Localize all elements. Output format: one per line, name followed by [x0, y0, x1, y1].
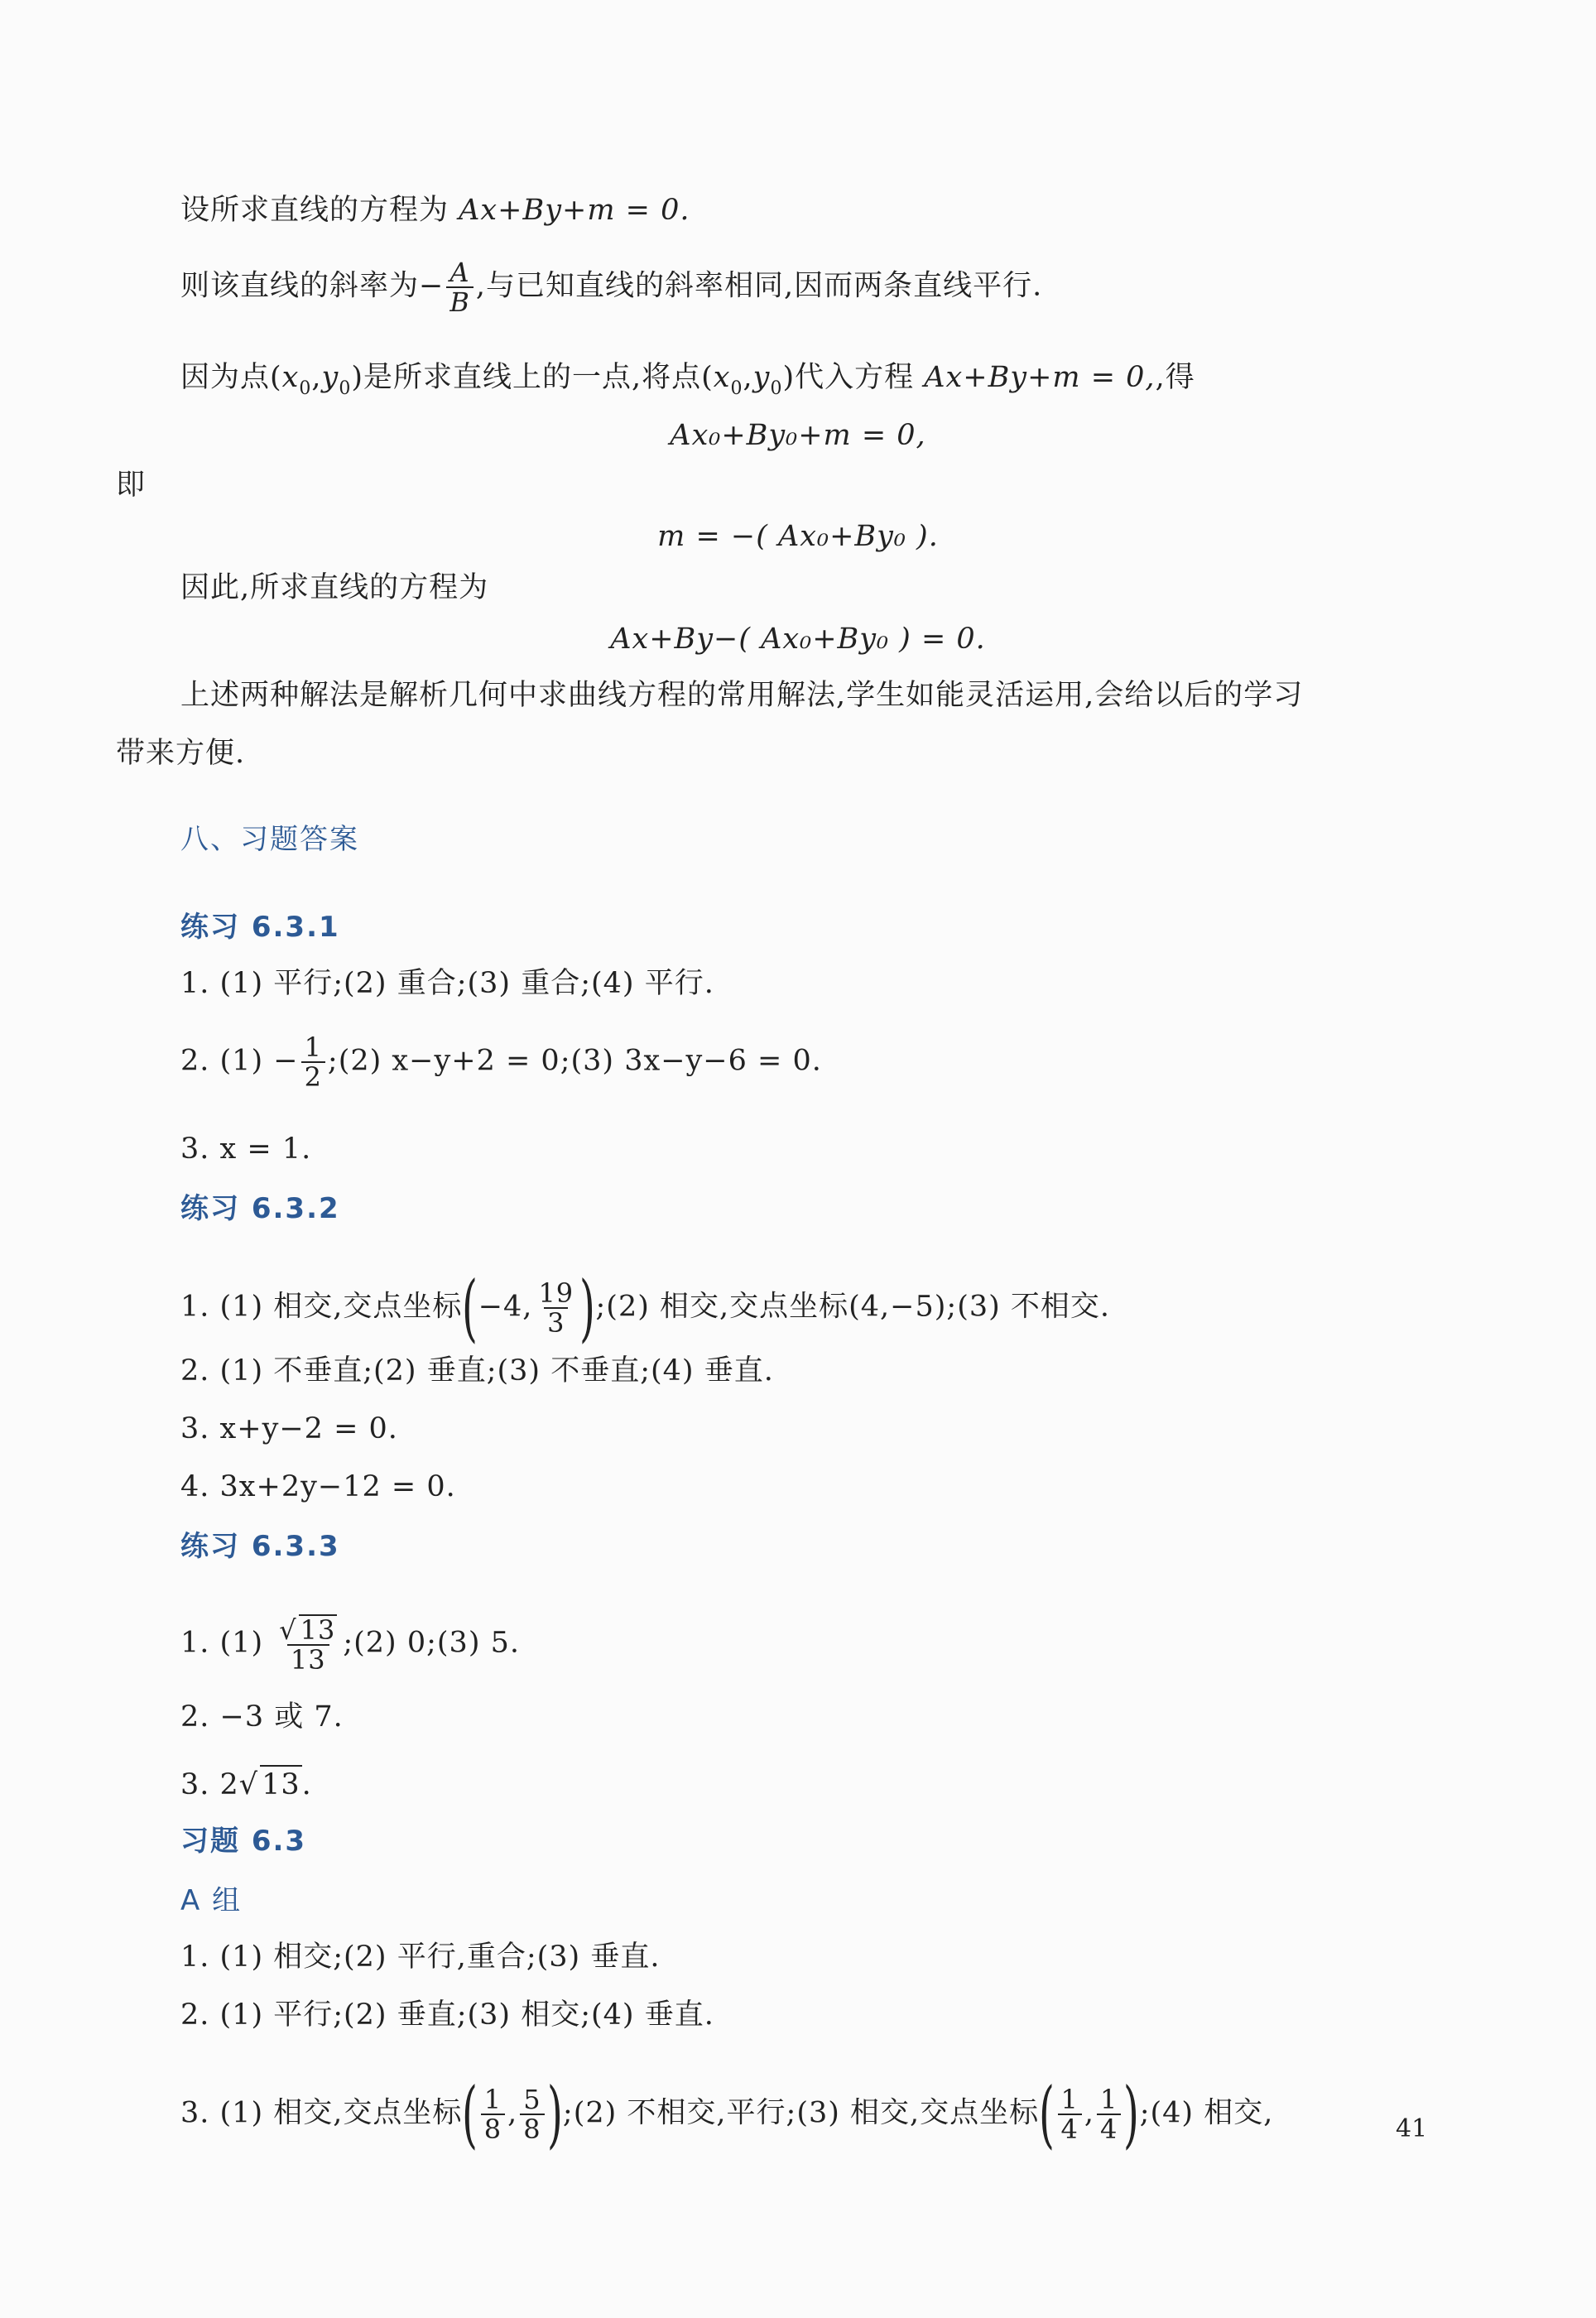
left-paren: ( — [462, 2071, 478, 2157]
exercise-6-3-3-answer-2: 2. −3 或 7. — [180, 1700, 344, 1734]
subscript: 0 — [299, 378, 312, 399]
exercise-6-3-1-answer-1: 1. (1) 平行;(2) 重合;(3) 重合;(4) 平行. — [180, 967, 714, 1000]
exercise-6-3-1-title: 练习 6.3.1 — [180, 911, 340, 944]
exercise-6-3-2-answer-3: 3. x+y−2 = 0. — [180, 1412, 398, 1445]
numerator: A — [449, 257, 470, 288]
paragraph-equation-assumption — [180, 192, 690, 228]
text: 设所求直线的方程为 — [180, 194, 449, 227]
exercises-6-3-title: 习题 6.3 — [180, 1825, 307, 1858]
text: )是所求直线上的一点,将点( — [351, 361, 714, 394]
left-paren: ( — [462, 1265, 478, 1350]
text: 3. (1) 相交,交点坐标 — [180, 2096, 463, 2130]
paragraph-point-substitution: 因为点$(x_0,y_0)$是所求直线上的一点,将点$(x_0,y_0)$代入方程 Ax+By+m = 0,,得 — [180, 361, 1195, 399]
equation: Ax+By+m = 0. — [459, 194, 690, 227]
numerator: 1 — [1100, 2084, 1118, 2115]
exercises-6-3-answer-3: 3. (1) 相交,交点坐标( $\frac{1}{8}$ , $\frac{5}{8}$ );(2) 不相交,平行;(3) 相交,交点坐标( $\frac{1}{4}$ , $\frac{1}{4}$ );(4) 相交, — [180, 2071, 1274, 2157]
radicand — [297, 1614, 338, 1644]
denominator: 13 — [287, 1644, 329, 1674]
right-paren: ) — [546, 2071, 563, 2157]
equation-point: Ax₀+By₀+m = 0, — [670, 419, 926, 452]
exercise-6-3-2-answer-4: 4. 3x+2y−12 = 0. — [180, 1470, 456, 1503]
text: 1. (1) — [180, 1626, 274, 1660]
paragraph-summary-line2: 带来方便. — [116, 737, 246, 770]
exercise-6-3-3-answer-3: 3. 2√ 13. — [180, 1765, 312, 1803]
var-x: x — [713, 361, 731, 394]
exercise-6-3-2-title: 练习 6.3.2 — [180, 1192, 340, 1225]
numerator: 1 — [1060, 2084, 1079, 2115]
fraction — [276, 1614, 340, 1674]
text: . — [301, 1768, 312, 1801]
slope-fraction — [446, 258, 474, 316]
paragraph-summary-line1: 上述两种解法是解析几何中求曲线方程的常用解法,学生如能灵活运用,会给以后的学习 — [180, 679, 1304, 712]
fraction — [481, 2085, 505, 2143]
fraction — [1058, 2085, 1082, 2143]
text: ;(2) x−y+2 = 0;(3) 3x−y−6 = 0. — [327, 1044, 822, 1078]
numerator: 1 — [483, 2084, 502, 2115]
denominator: 2 — [301, 1061, 325, 1091]
var-x: x — [281, 361, 300, 394]
text: ;(2) 0;(3) 5. — [343, 1626, 520, 1660]
exercises-6-3-answer-2: 2. (1) 平行;(2) 垂直;(3) 相交;(4) 垂直. — [180, 1998, 714, 2032]
exercises-6-3-answer-1: 1. (1) 相交;(2) 平行,重合;(3) 垂直. — [180, 1940, 661, 1974]
exercise-6-3-1-answer-2 — [180, 1033, 822, 1091]
group-a-title: A 组 — [180, 1884, 243, 1917]
right-paren: ) — [579, 1265, 596, 1350]
text: )代入方程 — [782, 361, 915, 394]
denominator: 4 — [1097, 2114, 1121, 2143]
denominator: 8 — [481, 2114, 505, 2143]
var-y: y — [752, 361, 771, 394]
subscript: 0 — [730, 378, 743, 399]
numerator: 19 — [538, 1277, 574, 1309]
text: ;(2) 不相交,平行;(3) 相交,交点坐标 — [562, 2096, 1040, 2130]
exercise-6-3-1-answer-3: 3. x = 1. — [180, 1133, 312, 1166]
radicand — [258, 1765, 302, 1803]
text: 2. (1) − — [180, 1044, 299, 1078]
paragraph-slope — [180, 258, 1042, 316]
numerator: 5 — [523, 2084, 541, 2115]
text: ,得 — [1155, 361, 1195, 394]
text: 3. 2 — [180, 1768, 239, 1801]
text: ;(4) 相交, — [1139, 2096, 1274, 2130]
fraction — [535, 1279, 577, 1337]
fraction — [520, 2085, 544, 2143]
right-paren: ) — [1123, 2071, 1140, 2157]
equation: Ax+By+m = 0, — [924, 361, 1156, 394]
equation-m: m = −( Ax₀+By₀ ). — [657, 520, 939, 553]
radicand-value: 13 — [300, 1614, 336, 1646]
exercise-6-3-2-answer-1 — [180, 1265, 1111, 1350]
exercise-6-3-3-answer-1 — [180, 1614, 520, 1674]
denominator: 3 — [544, 1307, 568, 1337]
equation-final: Ax+By−( Ax₀+By₀ ) = 0. — [610, 623, 986, 656]
text: ;(2) 相交,交点坐标(4,−5);(3) 不相交. — [595, 1290, 1111, 1324]
subscript: 0 — [339, 378, 352, 399]
exercise-6-3-2-answer-2: 2. (1) 不垂直;(2) 垂直;(3) 不垂直;(4) 垂直. — [180, 1354, 774, 1387]
radicand-value: 13 — [260, 1765, 302, 1803]
text: ,与已知直线的斜率相同,因而两条直线平行. — [475, 269, 1043, 303]
exercise-6-3-3-title: 练习 6.3.3 — [180, 1530, 340, 1563]
fraction — [301, 1033, 325, 1091]
word-ji: 即 — [116, 469, 147, 502]
section-title: 八、习题答案 — [180, 823, 359, 856]
denominator: 4 — [1058, 2114, 1082, 2143]
text: −4, — [478, 1290, 533, 1324]
text: 1. (1) 相交,交点坐标 — [180, 1290, 463, 1324]
numerator: 1 — [304, 1032, 322, 1063]
numerator: √ 13 — [279, 1614, 336, 1646]
denominator: 8 — [520, 2114, 544, 2143]
text: 则该直线的斜率为− — [180, 269, 445, 303]
subscript: 0 — [770, 378, 783, 399]
denominator: B — [446, 286, 474, 316]
page-number: 41 — [1396, 2114, 1428, 2143]
left-paren: ( — [1039, 2071, 1055, 2157]
paragraph-therefore: 因此,所求直线的方程为 — [180, 571, 489, 604]
fraction — [1097, 2085, 1121, 2143]
var-y: y — [321, 361, 339, 394]
text: 因为点( — [180, 361, 282, 394]
